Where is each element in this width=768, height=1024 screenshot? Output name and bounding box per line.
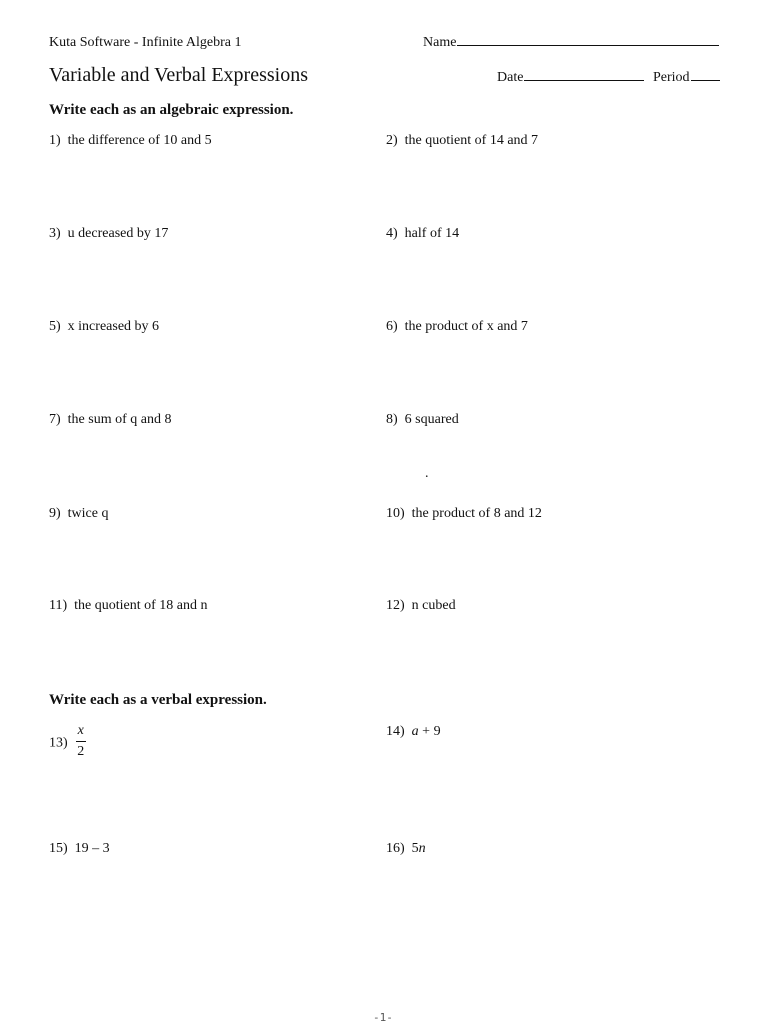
page-number: -1- bbox=[373, 1011, 393, 1024]
question-9: 9) twice q bbox=[49, 506, 109, 521]
name-label: Name bbox=[423, 35, 457, 50]
name-line bbox=[457, 44, 719, 46]
question-7: 7) the sum of q and 8 bbox=[49, 412, 172, 427]
question-12: 12) n cubed bbox=[386, 598, 456, 613]
question-3: 3) u decreased by 17 bbox=[49, 226, 169, 241]
period-line bbox=[691, 79, 720, 81]
fraction-denominator: 2 bbox=[77, 744, 85, 759]
page-title: Variable and Verbal Expressions bbox=[49, 64, 309, 86]
question-16: 16) 5n bbox=[386, 841, 426, 856]
fraction-numerator: x bbox=[76, 722, 86, 742]
question-11: 11) the quotient of 18 and n bbox=[49, 598, 208, 613]
question-1: 1) the difference of 10 and 5 bbox=[49, 133, 212, 148]
section-instruction-verbal: Write each as a verbal expression. bbox=[49, 692, 267, 708]
question-15: 15) 19 – 3 bbox=[49, 841, 110, 856]
date-field[interactable] bbox=[497, 70, 644, 86]
question-5: 5) x increased by 6 bbox=[49, 319, 160, 334]
question-10: 10) the product of 8 and 12 bbox=[386, 506, 542, 521]
question-4: 4) half of 14 bbox=[386, 226, 460, 241]
section-instruction-algebraic: Write each as an algebraic expression. bbox=[49, 102, 294, 118]
name-field[interactable] bbox=[423, 35, 719, 51]
software-name: Kuta Software - Infinite Algebra 1 bbox=[49, 35, 242, 50]
fraction bbox=[76, 722, 86, 761]
question-6: 6) the product of x and 7 bbox=[386, 319, 528, 334]
stray-mark: . bbox=[425, 466, 429, 481]
period-field[interactable] bbox=[653, 70, 720, 86]
question-13: 13) $\frac{x}{2}$ bbox=[49, 723, 85, 759]
question-8: 8) 6 squared bbox=[386, 412, 459, 427]
date-line bbox=[524, 79, 644, 81]
date-label: Date bbox=[497, 70, 524, 85]
period-label: Period bbox=[653, 70, 690, 85]
question-2: 2) the quotient of 14 and 7 bbox=[386, 133, 539, 148]
question-14: 14) a + 9 bbox=[386, 724, 441, 739]
